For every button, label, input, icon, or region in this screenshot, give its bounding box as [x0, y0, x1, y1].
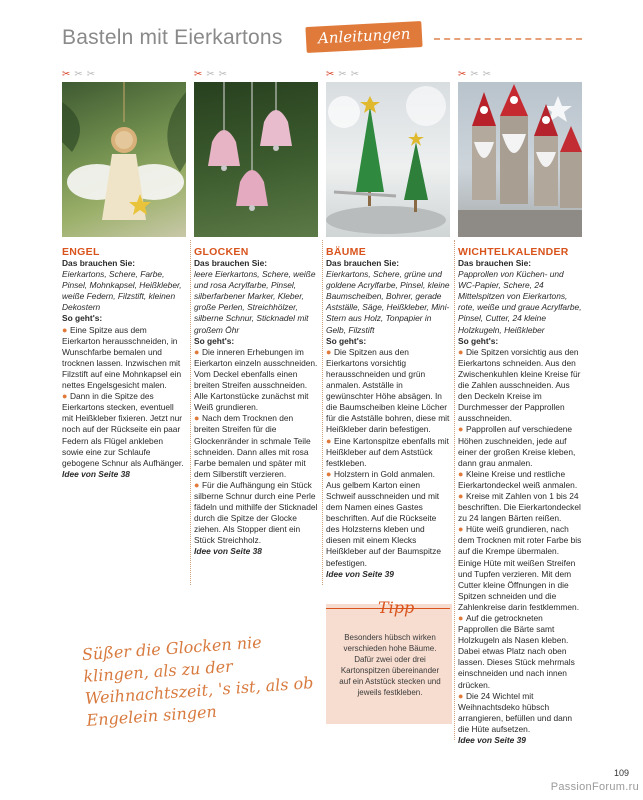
page-title: Basteln mit Eierkartons — [62, 26, 283, 49]
difficulty-indicator — [326, 70, 450, 80]
scissors-icon: ✂ — [74, 69, 83, 80]
step: Eine Kartonspitze ebenfalls mit Heißkleber auf dem Aststück festkleben. — [326, 435, 449, 468]
site-watermark: PassionForum.ru — [550, 781, 639, 793]
bullet-icon: ● — [326, 346, 334, 357]
column-glocken — [194, 70, 318, 558]
baeume-photo — [326, 82, 450, 237]
step: Holzstern in Gold anmalen. Aus gelbem Karton einen Schweif ausschneiden und mit dem Namen eines Gastes beschriften. Auf die Rückseite des Holzsterns kleben und diesen mit einem Klecks Heißkleber auf der Baumspitze befestigen. — [326, 468, 441, 568]
tipp-box — [326, 598, 452, 724]
instructions-text — [62, 258, 186, 480]
need-label: Das brauchen Sie: — [62, 258, 136, 268]
column-engel — [62, 70, 186, 480]
scissors-icon: ✂ — [350, 69, 360, 80]
source-ref: Idee von Seite 39 — [458, 735, 526, 746]
source-ref: Idee von Seite 38 — [194, 546, 262, 557]
source-ref: Idee von Seite 39 — [326, 568, 394, 579]
wichtel-photo — [458, 82, 582, 237]
step: Die 24 Wichtel mit Weihnachtsdeko hübsch arrangieren, befüllen und dann die Hüte aufsetzen. — [458, 690, 573, 734]
materials-list: Papprollen von Küchen- und WC-Papier, Schere, 24 Mittelspitzen von Eierkartons, rote, weiße und graue Acrylfarbe, Pinsel, Cutter, 24 kleine Holzkugeln, Heißkleber — [458, 269, 582, 335]
column-divider — [454, 240, 455, 740]
source-ref: Idee von Seite 38 — [62, 468, 130, 479]
difficulty-indicator — [458, 70, 582, 80]
page-header — [62, 22, 582, 56]
bullet-icon: ● — [458, 490, 466, 501]
how-label: So geht's: — [458, 335, 499, 346]
glocken-photo — [194, 82, 318, 237]
scissors-icon: ✂ — [470, 69, 479, 80]
bullet-icon: ● — [458, 690, 466, 701]
difficulty-indicator — [62, 70, 186, 80]
bullet-icon: ● — [458, 424, 466, 435]
step: Nach dem Trocknen den breiten Streifen für die Glockenränder in schmale Teile schneiden. Dann alles mit rosa Farbe bemalen und später mit dem Silberstift verzieren. — [194, 413, 311, 479]
materials-list: Eierkartons, Schere, Farbe, Pinsel, Mohnkapsel, Heißkleber, weiße Federn, Filzstift, kleinen Dekostern — [62, 269, 182, 313]
stitch-line — [434, 38, 582, 40]
scissors-icon: ✂ — [86, 69, 96, 80]
column-wichtel — [458, 70, 582, 746]
scissors-icon: ✂ — [458, 69, 467, 80]
step: Die Spitzen aus den Eierkartons vorsichtig herausschneiden und grün anmalen. Astställe in gewünschter Höhe absägen. In die Baumscheiben kleine Löcher für die Astställe bohren, diese mit Heißkleber darin befestigen. — [326, 346, 450, 435]
scissors-icon: ✂ — [206, 69, 215, 80]
anleitungen-badge: Anleitungen — [305, 21, 423, 53]
need-label: Das brauchen Sie: — [194, 258, 268, 268]
materials-list: leere Eierkartons, Schere, weiße und rosa Acrylfarbe, Pinsel, silberfarbener Marker, Kleber, große Perlen, Streichhölzer, silberne Schnur, Sticknadel mit großem Öhr — [194, 269, 316, 335]
how-label: So geht's: — [62, 313, 103, 324]
step: Hüte weiß grundieren, nach dem Trocknen mit roter Farbe bis auf die Krempe übermalen. Einige Hüte mit weißen Streifen und Tupfen verzieren. Mit dem Cutter kleine Öffnungen in die Spitzen schneiden und die Zahlenkreise darin festklemmen. — [458, 524, 582, 612]
page-number: 109 — [613, 768, 629, 778]
bullet-icon: ● — [458, 613, 466, 623]
how-label: So geht's: — [326, 335, 367, 346]
bullet-icon: ● — [458, 346, 466, 357]
tipp-text: Besonders hübsch wirken verschieden hohe Bäume. Dafür zwei oder drei Kartonspitzen übereinander auf ein Aststück stecken und jeweils festkleben. — [339, 633, 441, 697]
scissors-icon: ✂ — [326, 69, 335, 80]
difficulty-indicator — [194, 70, 318, 80]
step: Dann in die Spitze des Eierkartons stecken, eventuell mit Heißkleber fixieren. Jetzt nur noch auf der Rückseite ein paar Federn als Flügel ankleben sowie eine zur Schlaufe gebogene Schnur als Aufhänger. — [62, 391, 184, 468]
step: Kleine Kreise und restliche Eierkartondeckel weiß anmalen. — [458, 468, 578, 490]
bullet-icon: ● — [194, 479, 202, 490]
section-title: GLOCKEN — [194, 246, 249, 258]
tipp-title: Tipp — [378, 598, 415, 617]
scissors-icon: ✂ — [338, 69, 347, 80]
scissors-icon: ✂ — [62, 69, 71, 80]
instructions-text — [326, 258, 450, 580]
step: Die Spitzen vorsichtig aus den Eierkartons schneiden. Aus den Zwischenkuhlen kleine Kreise für die Zahlen ausschneiden. Aus den Deckeln Kreise im Durchmesser der Papprollen ausschneiden. — [458, 346, 581, 424]
section-title: WICHTELKALENDER — [458, 246, 569, 258]
scissors-icon: ✂ — [482, 69, 492, 80]
step: Für die Aufhängung ein Stück silberne Schnur durch eine Perle fädeln und mithilfe der Sticknadel durch die Spitze der Glocke ziehen. Als Stopper dient ein Stück Streichholz. — [194, 479, 318, 546]
instructions-text — [458, 258, 582, 746]
column-baeume — [326, 70, 450, 580]
bullet-icon: ● — [458, 468, 466, 479]
scissors-icon: ✂ — [218, 69, 228, 80]
step: Auf die getrockneten Papprollen die Bärte samt Holzkugeln als Nasen kleben. Dabei etwas Platz nach oben lassen. Dieses Stück mehrmals einschneiden und nach innen drücken. — [458, 613, 575, 690]
step: Kreise mit Zahlen von 1 bis 24 beschriften. Die Eierkartondeckel zu 24 langen Bärten reißen. — [458, 490, 581, 524]
bullet-icon: ● — [62, 391, 70, 402]
engel-photo — [62, 82, 186, 237]
instructions-text — [194, 258, 318, 558]
materials-list: Eierkartons, Schere, grüne und goldene Acrylfarbe, Pinsel, kleine Baumscheiben, Bohrer, gerade Astställe, Säge, Heißkleber, Mini-Stern aus Holz, Tonpapier in Gelb, Filzstift — [326, 269, 450, 335]
column-divider — [190, 240, 191, 585]
christmas-quote: Süßer die Glocken nie klingen, als zu der Weihnachtszeit, 's ist, als ob Engelein singen — [81, 632, 314, 730]
step: Papprollen auf verschiedene Höhen zuschneiden, jede auf einer der großen Kreise kleben, dann grau anmalen. — [458, 424, 576, 468]
bullet-icon: ● — [194, 413, 202, 424]
bullet-icon: ● — [62, 324, 70, 335]
step: Die inneren Erhebungen im Eierkarton einzeln ausschneiden. Vom Deckel ebenfalls einen breiten Streifen ausschneiden. Alle Kartonstücke zunächst mit Weiß grundieren. — [194, 346, 318, 413]
bullet-icon: ● — [326, 468, 334, 479]
bullet-icon: ● — [194, 346, 202, 357]
column-divider — [322, 240, 323, 585]
bullet-icon: ● — [458, 524, 466, 535]
need-label: Das brauchen Sie: — [326, 258, 400, 268]
how-label: So geht's: — [194, 335, 235, 346]
step: Eine Spitze aus dem Eierkarton herausschneiden, in Wunschfarbe bemalen und trocknen lassen. Inzwischen mit Filzstift auf eine Mohnkapsel ein nettes Engelsgesicht malen. — [62, 324, 182, 391]
section-title: ENGEL — [62, 246, 100, 258]
need-label: Das brauchen Sie: — [458, 258, 532, 268]
bullet-icon: ● — [326, 435, 334, 446]
scissors-icon: ✂ — [194, 69, 203, 80]
section-title: BÄUME — [326, 246, 366, 258]
